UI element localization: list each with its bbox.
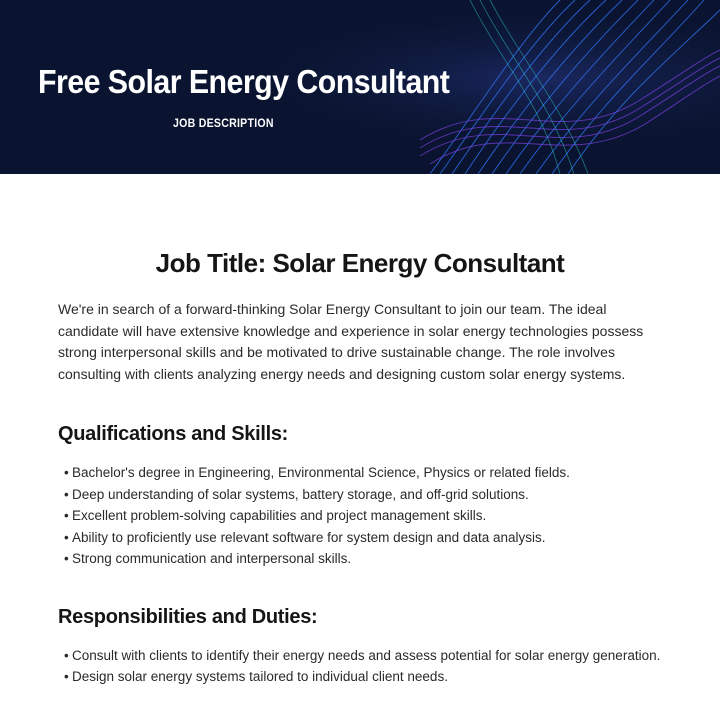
qualifications-list bbox=[58, 462, 662, 570]
document-body bbox=[58, 248, 662, 688]
responsibilities-list bbox=[58, 645, 662, 688]
list-item: • Ability to proficiently use relevant software for system design and data analysis. bbox=[64, 527, 662, 549]
list-item: • Deep understanding of solar systems, battery storage, and off-grid solutions. bbox=[64, 484, 662, 506]
qualifications-heading: Qualifications and Skills: bbox=[58, 423, 289, 445]
intro-paragraph: We're in search of a forward-thinking Solar Energy Consultant to join our team. The ideal candidate will have extensive knowledge and experience in solar energy technologies possess strong interpersonal skills and be motivated to drive sustainable change. The role involves consulting with clients analyzing energy needs and designing custom solar energy systems. bbox=[58, 301, 644, 382]
responsibilities-heading: Responsibilities and Duties: bbox=[58, 605, 318, 628]
header-banner bbox=[0, 0, 720, 174]
list-item: • Design solar energy systems tailored to individual client needs. bbox=[64, 666, 662, 688]
banner-subtitle: JOB DESCRIPTION bbox=[173, 116, 274, 130]
responsibilities-section bbox=[58, 606, 662, 688]
list-item: • Strong communication and interpersonal skills. bbox=[64, 548, 662, 570]
list-item: • Excellent problem-solving capabilities and project management skills. bbox=[64, 505, 662, 527]
list-item: • Bachelor's degree in Engineering, Environmental Science, Physics or related fields. bbox=[64, 462, 662, 484]
job-title-heading: Job Title: Solar Energy Consultant bbox=[155, 248, 565, 278]
list-item: • Consult with clients to identify their energy needs and assess potential for solar energy generation. bbox=[64, 645, 662, 667]
banner-title: Free Solar Energy Consultant bbox=[38, 63, 450, 100]
qualifications-section bbox=[58, 423, 662, 570]
